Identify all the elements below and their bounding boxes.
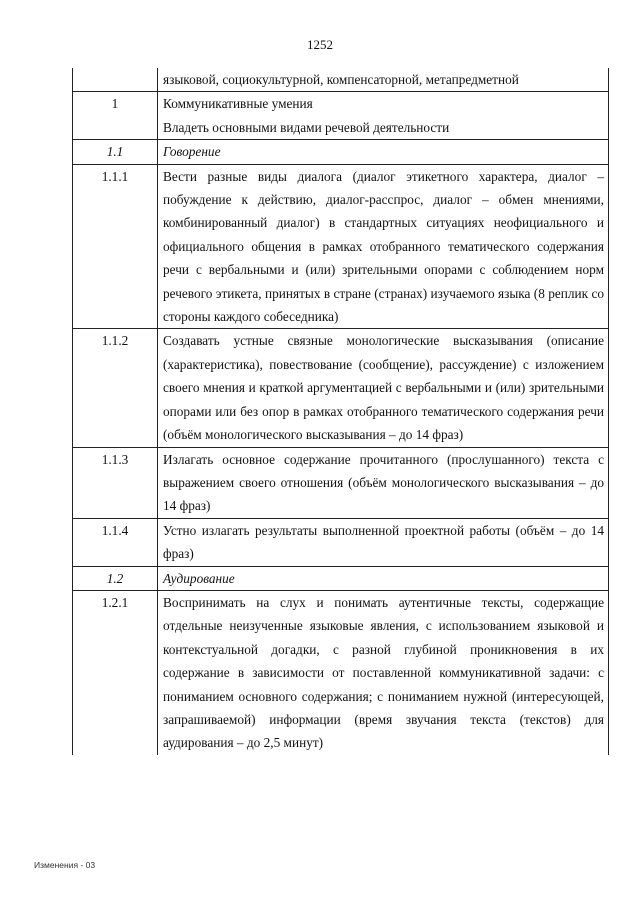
row-number-cell: 1.1.4 xyxy=(73,518,158,566)
row-number-cell xyxy=(73,68,158,92)
row-text-cell xyxy=(158,447,609,518)
table-row xyxy=(73,518,609,566)
row-text-line: Коммуникативные умения xyxy=(163,96,313,112)
row-number-cell: 1.1.1 xyxy=(73,164,158,329)
row-text-cell xyxy=(158,68,609,92)
row-text-line: Владеть основными видами речевой деятельности xyxy=(163,119,450,135)
row-text-cell xyxy=(158,329,609,447)
table-row xyxy=(73,164,609,329)
row-text-cell xyxy=(158,92,609,140)
row-text-cell xyxy=(158,164,609,329)
row-text-cell xyxy=(158,140,609,164)
row-text-cell xyxy=(158,566,609,590)
row-text-line: Говорение xyxy=(163,144,221,160)
row-text-line: языковой, социокультурной, компенсаторной, метапредметной xyxy=(163,72,519,87)
table-row xyxy=(73,447,609,518)
table-row xyxy=(73,68,609,92)
requirements-table xyxy=(72,68,609,755)
row-number-cell: 1.2 xyxy=(73,566,158,590)
table-body xyxy=(73,68,609,755)
row-text-line: Вести разные виды диалога (диалог этикетного характера, диалог – побуждение к действию, диалог-расспрос, диалог – обмен мнениями, комбинированный диалог) в стандартных ситуациях неофициального и официального общения в рамках отобранного тематического содержания речи с вербальными и (или) зрительными опорами с соблюдением норм речевого этикета, принятых в стране (странах) изучаемого языка (8 реплик со стороны каждого собеседника) xyxy=(163,168,604,325)
row-text-line: Создавать устные связные монологические высказывания (описание (характеристика), повествование (сообщение), рассуждение) с изложением своего мнения и краткой аргументацией с вербальными и (или) зрительными опорами или без опор в рамках отобранного тематического содержания речи (объём монологического высказывания – до 14 фраз) xyxy=(163,333,604,443)
row-number-cell: 1.2.1 xyxy=(73,590,158,754)
table-row xyxy=(73,329,609,447)
table-row xyxy=(73,566,609,590)
row-text-line: Излагать основное содержание прочитанного (прослушанного) текста с выражением своего отношения (объём монологического высказывания – до 14 фраз) xyxy=(163,451,604,514)
footer-revision-note: Изменения - 03 xyxy=(34,860,96,870)
row-text-line: Аудирование xyxy=(163,570,235,586)
table-row xyxy=(73,92,609,140)
row-number-cell: 1.1.3 xyxy=(73,447,158,518)
table-row xyxy=(73,140,609,164)
row-text-cell xyxy=(158,590,609,754)
page-number: 1252 xyxy=(307,37,333,52)
row-text-line: Воспринимать на слух и понимать аутентичные тексты, содержащие отдельные неизученные языковые явления, с использованием языковой и контекстуальной догадки, с разной глубиной проникновения в их содержание в зависимости от поставленной коммуникативной задачи: с пониманием основного содержания; с пониманием нужной (интересующей, запрашиваемой) информации (время звучания текста (текстов) для аудирования – до 2,5 минут) xyxy=(163,594,604,751)
row-number-cell: 1 xyxy=(73,92,158,140)
row-number-cell: 1.1 xyxy=(73,140,158,164)
table-row xyxy=(73,590,609,754)
row-text-line: Устно излагать результаты выполненной проектной работы (объём – до 14 фраз) xyxy=(163,522,604,562)
row-text-cell xyxy=(158,518,609,566)
row-number-cell: 1.1.2 xyxy=(73,329,158,447)
